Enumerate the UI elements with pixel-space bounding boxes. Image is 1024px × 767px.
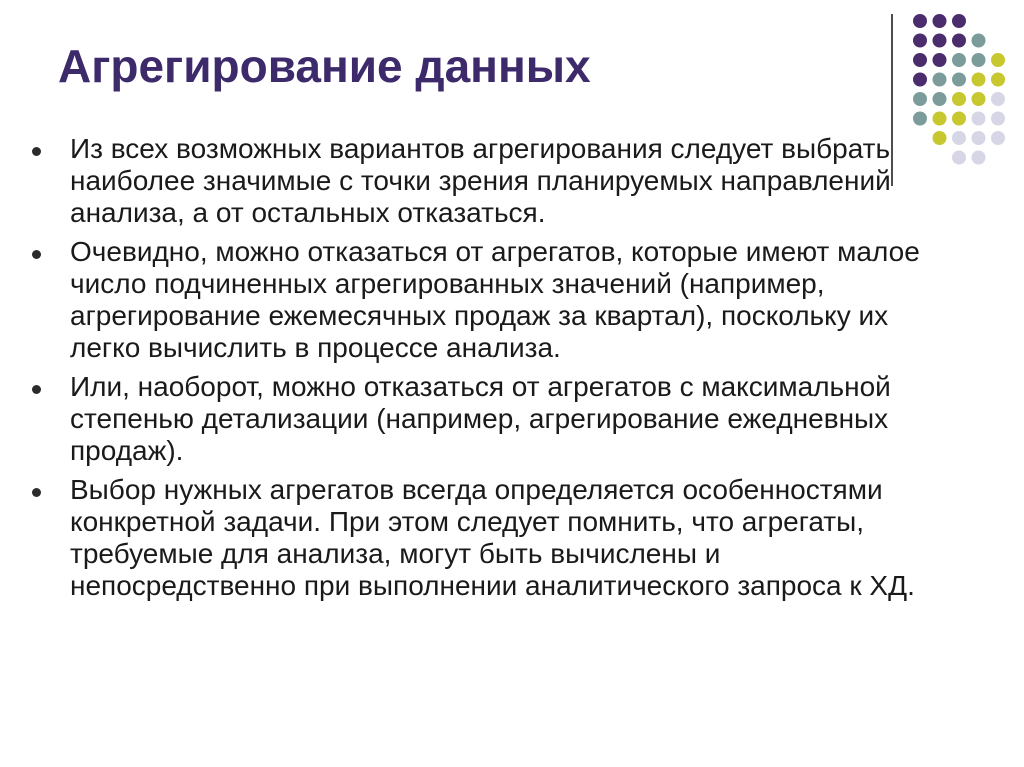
decorative-dot: [952, 92, 966, 106]
bullet-text: Или, наоборот, можно отказаться от агрегатов с максимальной степенью детализации (например, агрегирование ежедневных продаж).: [70, 371, 891, 466]
bullet-text: Из всех возможных вариантов агрегирования следует выбрать наиболее значимые с точки зрения планируемых направлений анализа, а от остальных отказаться.: [70, 133, 891, 228]
decorative-dot: [952, 151, 966, 165]
bullet-text: Выбор нужных агрегатов всегда определяется особенностями конкретной задачи. При этом следует помнить, что агрегаты, требуемые для анализа, могут быть вычислены и непосредственно при выполнении аналитического запроса к ХД.: [70, 474, 915, 601]
bullet-dot-icon: [32, 385, 41, 394]
slide-title: Агрегирование данных: [58, 40, 591, 92]
bullet-text: Очевидно, можно отказаться от агрегатов, которые имеют малое число подчиненных агрегированных значений (например, агрегирование ежемесячных продаж за квартал), поскольку их легко вычислить в процессе анализа.: [70, 236, 920, 363]
decorative-dot: [913, 53, 927, 67]
bullet-item: [32, 236, 932, 364]
bullet-item: [32, 133, 932, 229]
decorative-dot: [972, 131, 986, 145]
decorative-dot: [991, 53, 1005, 67]
decorative-dot: [933, 53, 947, 67]
decorative-dot: [991, 92, 1005, 106]
decorative-dot: [952, 53, 966, 67]
decorative-dot: [991, 112, 1005, 126]
decorative-dot: [972, 92, 986, 106]
bullet-list: [32, 133, 932, 609]
decorative-dot: [972, 151, 986, 165]
decorative-dot: [952, 112, 966, 126]
decorative-dot: [913, 14, 927, 28]
bullet-item: [32, 474, 932, 602]
decorative-dot: [913, 92, 927, 106]
decorative-dot: [933, 34, 947, 48]
decorative-dot: [991, 73, 1005, 87]
decorative-dot: [972, 34, 986, 48]
decorative-dot: [933, 131, 947, 145]
decorative-dot: [933, 14, 947, 28]
decorative-dot: [913, 34, 927, 48]
decorative-dot: [933, 73, 947, 87]
bullet-item: [32, 371, 932, 467]
decorative-dot: [972, 73, 986, 87]
bullet-dot-icon: [32, 488, 41, 497]
decorative-dot: [952, 73, 966, 87]
decorative-dot: [952, 34, 966, 48]
decorative-dot: [952, 131, 966, 145]
decorative-dot: [933, 112, 947, 126]
decorative-dot: [972, 112, 986, 126]
decorative-dot: [952, 14, 966, 28]
decorative-dot: [913, 112, 927, 126]
decorative-dot: [913, 73, 927, 87]
decorative-dot: [991, 131, 1005, 145]
bullet-dot-icon: [32, 147, 41, 156]
decorative-dot: [933, 92, 947, 106]
decorative-dot: [972, 53, 986, 67]
bullet-dot-icon: [32, 250, 41, 259]
